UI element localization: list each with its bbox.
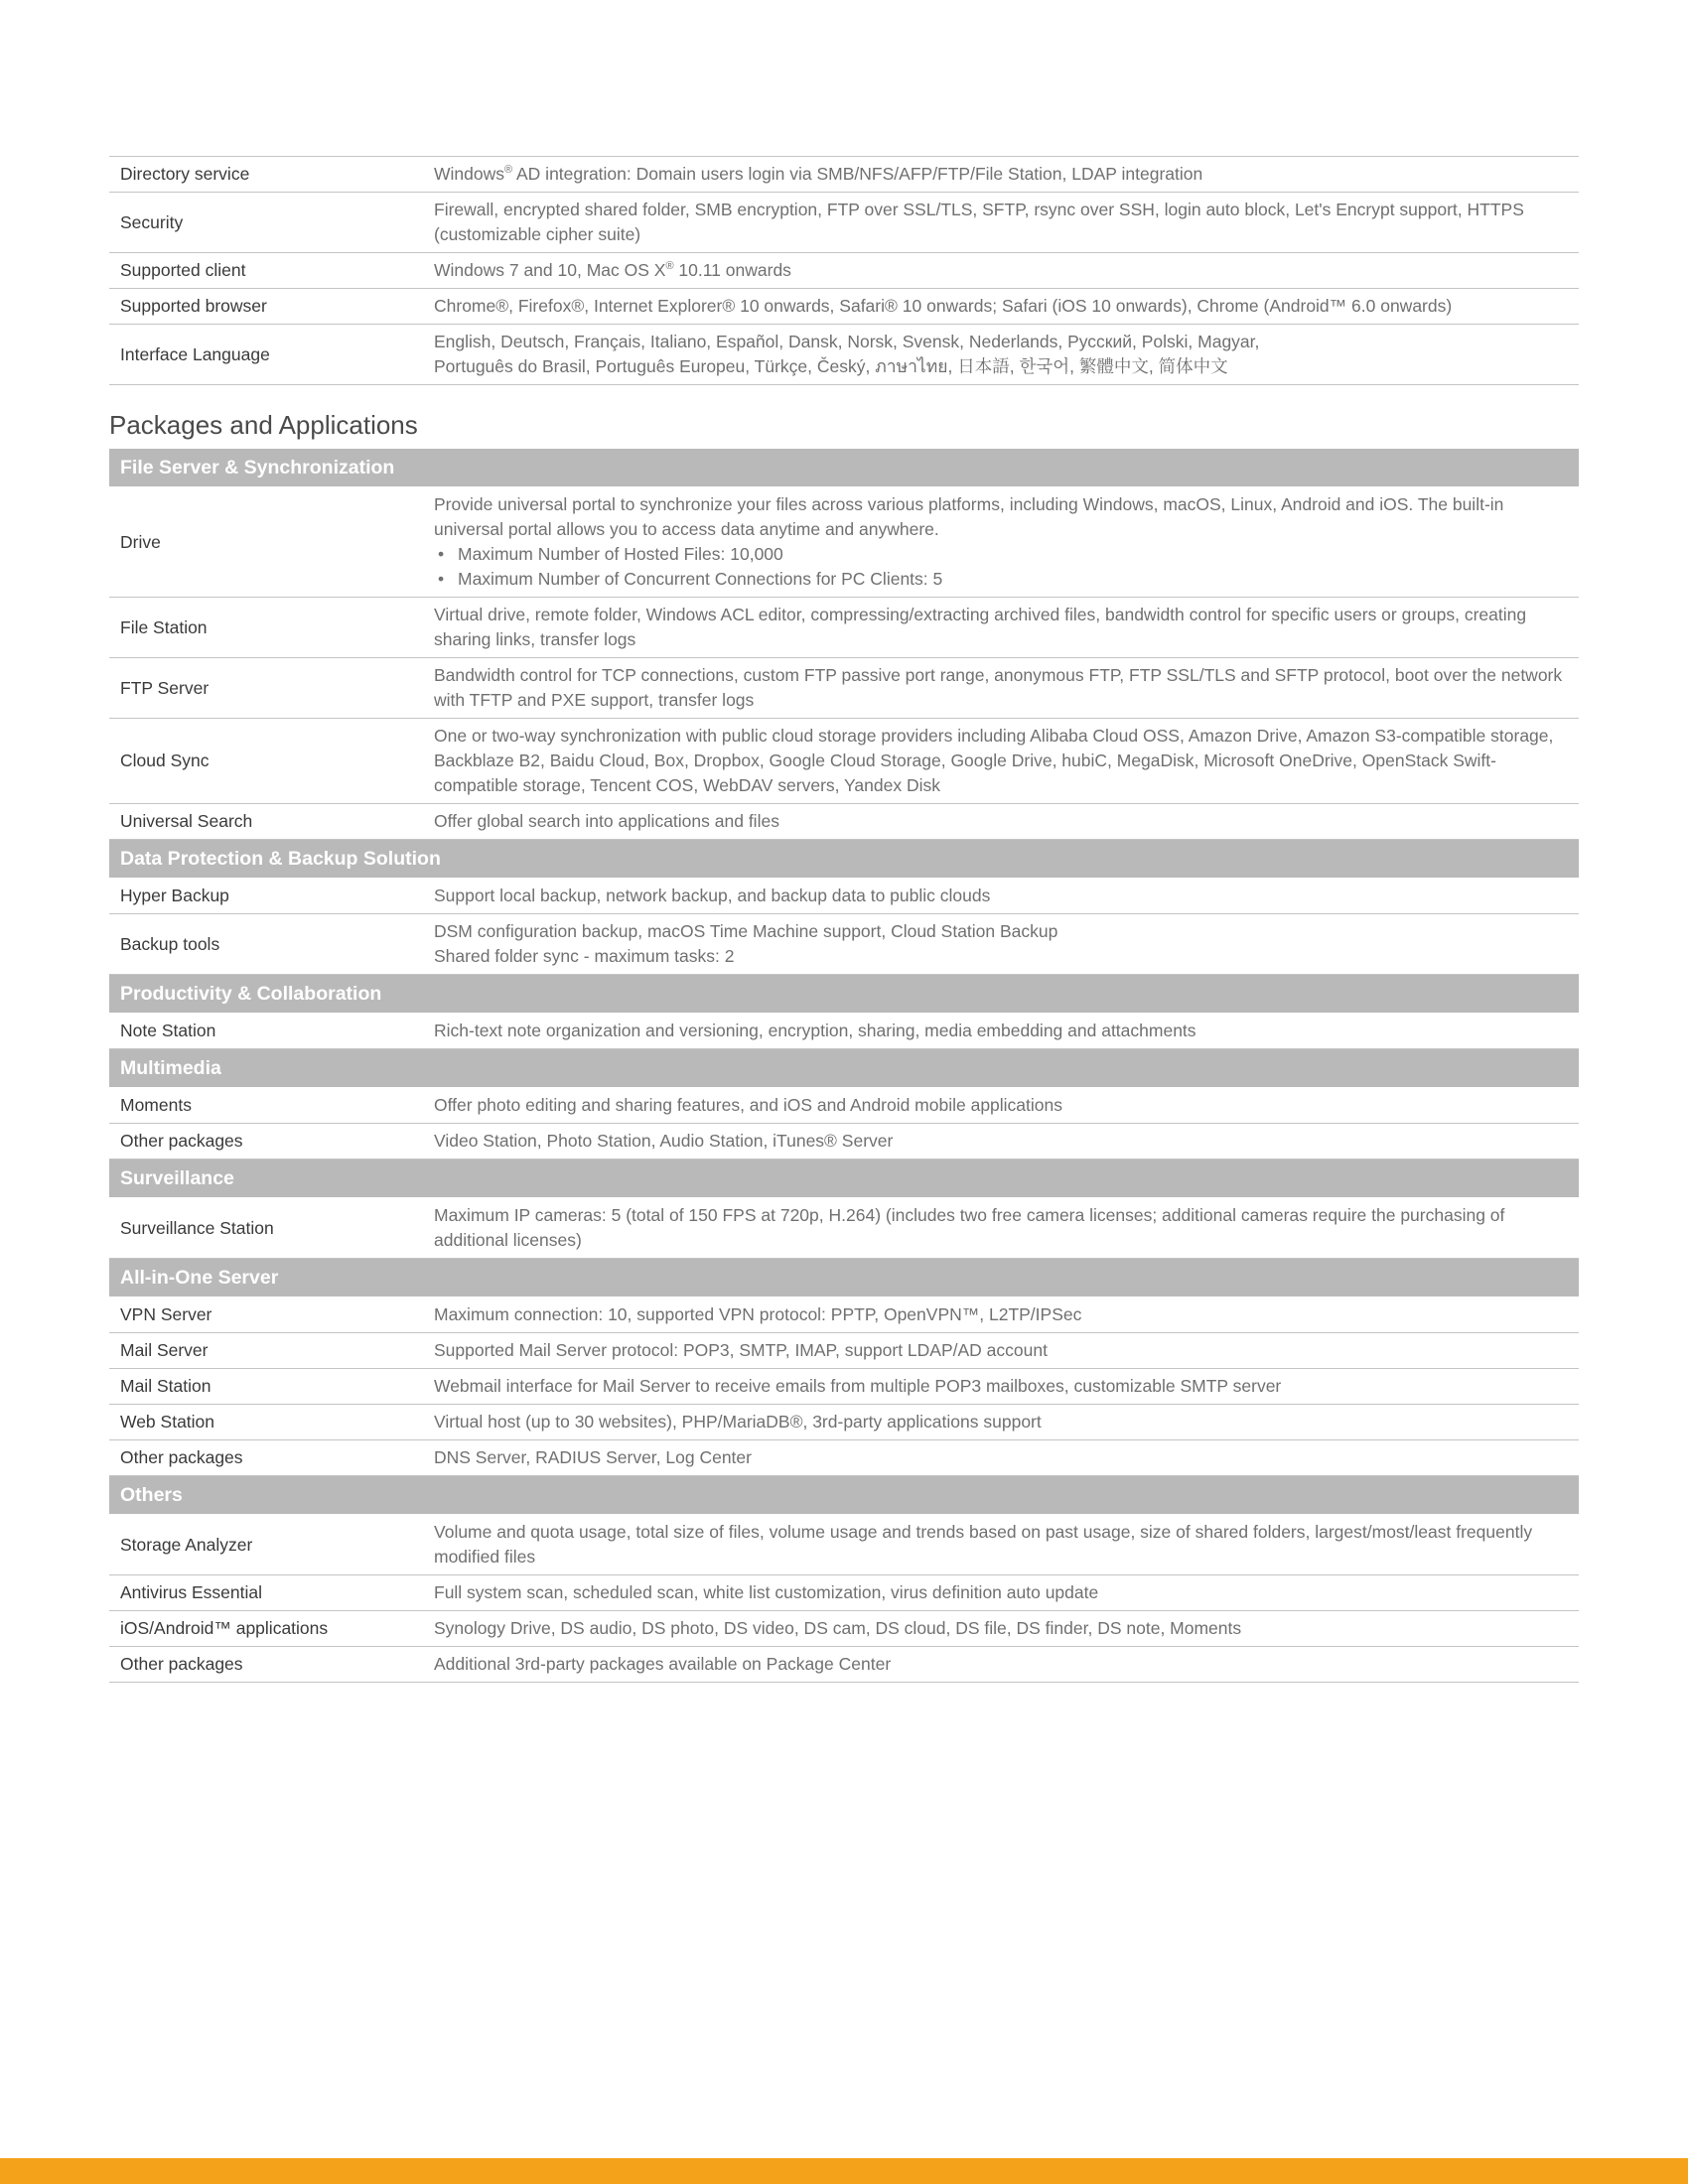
- row-value: Maximum IP cameras: 5 (total of 150 FPS at 720p, H.264) (includes two free camera licenses; additional cameras require the purchasing of additional licenses): [423, 1198, 1579, 1259]
- section-title: Packages and Applications: [109, 410, 418, 440]
- row-label: Directory service: [109, 157, 423, 193]
- category-title: Productivity & Collaboration: [109, 975, 1579, 1014]
- row-label: Moments: [109, 1088, 423, 1124]
- row-label: Cloud Sync: [109, 719, 423, 804]
- category-header: [109, 449, 1579, 487]
- category-title: Surveillance: [109, 1160, 1579, 1198]
- row-label: Hyper Backup: [109, 879, 423, 914]
- table-row: [109, 1647, 1579, 1683]
- row-value: DNS Server, RADIUS Server, Log Center: [423, 1440, 1579, 1476]
- row-value: Offer global search into applications and files: [423, 804, 1579, 840]
- packages-table: [109, 449, 1579, 1683]
- table-row: [109, 1014, 1579, 1049]
- row-value: Additional 3rd-party packages available on Package Center: [423, 1647, 1579, 1683]
- row-value: Full system scan, scheduled scan, white list customization, virus definition auto update: [423, 1575, 1579, 1611]
- table-row: [109, 719, 1579, 804]
- table-row: [109, 658, 1579, 719]
- general-spec-table: [109, 156, 1579, 385]
- table-row: [109, 879, 1579, 914]
- table-row: [109, 289, 1579, 325]
- category-header: [109, 1049, 1579, 1088]
- row-label: VPN Server: [109, 1297, 423, 1333]
- category-title: Others: [109, 1476, 1579, 1515]
- table-row: [109, 1198, 1579, 1259]
- table-row: [109, 1297, 1579, 1333]
- row-label: Other packages: [109, 1440, 423, 1476]
- category-header: [109, 840, 1579, 879]
- row-value: Offer photo editing and sharing features, and iOS and Android mobile applications: [423, 1088, 1579, 1124]
- row-value: Supported Mail Server protocol: POP3, SMTP, IMAP, support LDAP/AD account: [423, 1333, 1579, 1369]
- table-row: [109, 1333, 1579, 1369]
- row-value: Provide universal portal to synchronize your files across various platforms, including Windows, macOS, Linux, Android and iOS. The built-in universal portal allows you to access data anytime and anywhere. • Maximum Number of Hosted Files: 10,000 • Maximum Number of Concurrent Connections for PC Clients: 5: [423, 487, 1579, 598]
- row-value: Virtual host (up to 30 websites), PHP/MariaDB®, 3rd-party applications support: [423, 1405, 1579, 1440]
- footer-accent-bar: [0, 2158, 1688, 2184]
- row-value: Windows 7 and 10, Mac OS X® 10.11 onwards: [423, 253, 1579, 289]
- table-row: [109, 1611, 1579, 1647]
- row-label: Drive: [109, 487, 423, 598]
- table-row: [109, 1515, 1579, 1575]
- row-label: Other packages: [109, 1647, 423, 1683]
- category-header: [109, 975, 1579, 1014]
- row-label: File Station: [109, 598, 423, 658]
- table-row: [109, 598, 1579, 658]
- table-row: [109, 325, 1579, 385]
- row-value: Chrome®, Firefox®, Internet Explorer® 10 onwards, Safari® 10 onwards; Safari (iOS 10 onwards), Chrome (Android™ 6.0 onwards): [423, 289, 1579, 325]
- row-label: Surveillance Station: [109, 1198, 423, 1259]
- row-value: Maximum connection: 10, supported VPN protocol: PPTP, OpenVPN™, L2TP/IPSec: [423, 1297, 1579, 1333]
- category-header: [109, 1476, 1579, 1515]
- row-value: One or two-way synchronization with public cloud storage providers including Alibaba Cloud OSS, Amazon Drive, Amazon S3-compatible storage, Backblaze B2, Baidu Cloud, Box, Dropbox, Google Cloud Storage, Google Drive, hubiC, MegaDisk, Microsoft OneDrive, OpenStack Swift-compatible storage, Tencent COS, WebDAV servers, Yandex Disk: [423, 719, 1579, 804]
- table-row: [109, 253, 1579, 289]
- category-title: File Server & Synchronization: [109, 449, 1579, 487]
- table-row: [109, 1124, 1579, 1160]
- table-row: [109, 804, 1579, 840]
- row-label: iOS/Android™ applications: [109, 1611, 423, 1647]
- category-header: [109, 1259, 1579, 1297]
- spec-sheet: [109, 156, 1579, 1683]
- row-label: Antivirus Essential: [109, 1575, 423, 1611]
- row-value: Synology Drive, DS audio, DS photo, DS video, DS cam, DS cloud, DS file, DS finder, DS note, Moments: [423, 1611, 1579, 1647]
- row-value: Volume and quota usage, total size of files, volume usage and trends based on past usage, size of shared folders, largest/most/least frequently modified files: [423, 1515, 1579, 1575]
- table-row: [109, 1405, 1579, 1440]
- table-row: [109, 193, 1579, 253]
- row-label: Storage Analyzer: [109, 1515, 423, 1575]
- row-value: Virtual drive, remote folder, Windows ACL editor, compressing/extracting archived files, bandwidth control for specific users or groups, creating sharing links, transfer logs: [423, 598, 1579, 658]
- row-label: Supported browser: [109, 289, 423, 325]
- row-value: Firewall, encrypted shared folder, SMB encryption, FTP over SSL/TLS, SFTP, rsync over SSH, login auto block, Let's Encrypt support, HTTPS (customizable cipher suite): [423, 193, 1579, 253]
- row-label: Mail Station: [109, 1369, 423, 1405]
- row-label: Universal Search: [109, 804, 423, 840]
- table-row: [109, 1088, 1579, 1124]
- category-title: Multimedia: [109, 1049, 1579, 1088]
- table-row: [109, 487, 1579, 598]
- category-title: All-in-One Server: [109, 1259, 1579, 1297]
- row-value: Video Station, Photo Station, Audio Station, iTunes® Server: [423, 1124, 1579, 1160]
- row-value: Bandwidth control for TCP connections, custom FTP passive port range, anonymous FTP, FTP SSL/TLS and SFTP protocol, boot over the network with TFTP and PXE support, transfer logs: [423, 658, 1579, 719]
- row-label: Security: [109, 193, 423, 253]
- table-row: [109, 1369, 1579, 1405]
- row-label: Supported client: [109, 253, 423, 289]
- row-value: English, Deutsch, Français, Italiano, Español, Dansk, Norsk, Svensk, Nederlands, Русский, Polski, Magyar, Português do Brasil, Português Europeu, Türkçe, Český, ภาษาไทย, 日本語, 한국어, 繁體中文, 简体中文: [423, 325, 1579, 385]
- row-value: Support local backup, network backup, and backup data to public clouds: [423, 879, 1579, 914]
- category-title: Data Protection & Backup Solution: [109, 840, 1579, 879]
- table-row: [109, 1440, 1579, 1476]
- table-row: [109, 1575, 1579, 1611]
- table-row: [109, 914, 1579, 975]
- row-label: Note Station: [109, 1014, 423, 1049]
- row-label: Web Station: [109, 1405, 423, 1440]
- row-label: Other packages: [109, 1124, 423, 1160]
- row-label: FTP Server: [109, 658, 423, 719]
- table-row: [109, 157, 1579, 193]
- row-label: Mail Server: [109, 1333, 423, 1369]
- category-header: [109, 1160, 1579, 1198]
- row-label: Backup tools: [109, 914, 423, 975]
- row-value: Webmail interface for Mail Server to receive emails from multiple POP3 mailboxes, customizable SMTP server: [423, 1369, 1579, 1405]
- row-value: DSM configuration backup, macOS Time Machine support, Cloud Station Backup Shared folder sync - maximum tasks: 2: [423, 914, 1579, 975]
- row-value: Rich-text note organization and versioning, encryption, sharing, media embedding and attachments: [423, 1014, 1579, 1049]
- row-value: Windows® AD integration: Domain users login via SMB/NFS/AFP/FTP/File Station, LDAP integration: [423, 157, 1579, 193]
- row-label: Interface Language: [109, 325, 423, 385]
